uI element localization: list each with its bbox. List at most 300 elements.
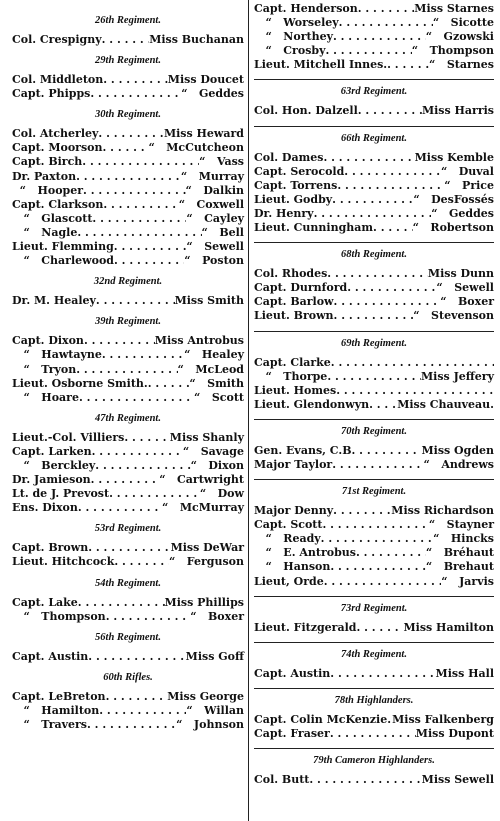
leader-dots	[114, 240, 187, 254]
entry-row	[254, 667, 494, 681]
partner-name: “ Willan	[186, 703, 244, 717]
leader-dots	[77, 226, 201, 240]
partner-name: “ Cayley	[186, 211, 244, 225]
partner-name: Miss Dupont	[415, 726, 494, 740]
leader-dots	[330, 727, 416, 741]
officer-name: Dr. Jamieson	[12, 473, 91, 487]
partner-name: “ Scott	[194, 390, 244, 404]
section-rule	[254, 79, 494, 80]
officer-name: Lieut.-Col. Villiers	[12, 430, 125, 444]
regiment-heading: 73rd Regiment.	[340, 602, 408, 614]
partner-name: Miss DeWar	[170, 541, 244, 555]
partner-name: Miss Smith	[174, 294, 244, 308]
partner-name: Miss Phillips	[164, 595, 244, 609]
officer-name: Capt. Birch	[12, 155, 83, 169]
entry-row	[254, 560, 494, 574]
section-rule	[254, 688, 494, 689]
leader-dots	[330, 667, 435, 681]
right-sections	[254, 79, 494, 787]
officer-name: “ Hoare	[12, 390, 79, 404]
officer-name: Col. Hon. Dalzell	[254, 104, 358, 118]
entry-row	[254, 193, 494, 207]
entry-row	[254, 546, 494, 560]
partner-name: “ Bell	[201, 225, 244, 239]
officer-name: Col. Middleton	[12, 73, 104, 87]
partner-name: “ Jarvis	[441, 574, 494, 588]
regiment-heading: 39th Regiment.	[95, 316, 161, 328]
leader-dots	[333, 30, 426, 44]
partner-name: “ Gzowski	[425, 30, 494, 44]
entry-row	[12, 487, 244, 501]
officer-name: “ Charlewood	[12, 254, 114, 268]
regiment-section	[254, 688, 494, 741]
partner-name: “ Geddes	[431, 206, 494, 220]
regiment-heading: 53rd Regiment.	[94, 523, 162, 535]
regiment-section	[254, 126, 494, 236]
regiment-section	[254, 479, 494, 589]
regiment-section	[254, 242, 494, 323]
entry-row	[254, 151, 494, 165]
partner-name: “ Murray	[180, 169, 244, 183]
officer-name: Capt. Austin	[254, 666, 331, 680]
leader-dots	[314, 207, 432, 221]
regiment-section	[254, 642, 494, 681]
regiment-section	[12, 577, 244, 624]
officer-name: Capt. Austin	[12, 649, 89, 663]
officer-name: Lt. de J. Prevost	[12, 487, 110, 501]
partner-name: Miss Antrobus	[154, 334, 244, 348]
entry-row	[12, 555, 244, 569]
entry-row	[12, 334, 244, 348]
officer-name: Capt. Phipps	[12, 87, 91, 101]
partner-name: “ Johnson	[176, 718, 244, 731]
regiment-heading: 30th Regiment.	[95, 109, 161, 121]
partner-name: Miss Doucet	[167, 73, 244, 87]
leader-dots	[358, 2, 415, 16]
entry-row	[12, 33, 244, 47]
officer-name: Col. Butt	[254, 773, 310, 786]
leader-dots	[373, 221, 413, 235]
officer-name: Lieut, Orde	[254, 574, 324, 588]
entry-row	[254, 621, 494, 635]
entry-row	[12, 610, 244, 624]
entry-row	[254, 207, 494, 221]
leader-dots	[83, 184, 186, 198]
officer-name: Capt. Brown	[12, 541, 89, 555]
leader-dots	[96, 294, 175, 308]
entry-row	[12, 431, 244, 445]
officer-name: Capt. Moorson	[12, 141, 103, 155]
partner-name: Miss Kemble	[414, 150, 494, 164]
entry-row	[254, 518, 494, 532]
leader-dots	[114, 555, 169, 569]
leader-dots	[352, 444, 422, 458]
right-column	[254, 2, 494, 794]
officer-name: Capt. Clarkson	[12, 197, 104, 211]
partner-name: “ Sewell	[436, 281, 494, 295]
partner-name: “ Starnes	[429, 58, 494, 72]
entry-row	[254, 281, 494, 295]
officer-name: “ Hamilton	[12, 703, 100, 717]
regiment-section	[12, 108, 244, 268]
entry-row	[254, 370, 494, 384]
section-rule	[254, 596, 494, 597]
leader-dots	[327, 267, 428, 281]
entry-row	[12, 650, 244, 664]
regiment-heading: 54th Regiment.	[95, 577, 161, 589]
partner-name: “ Smith	[189, 376, 244, 390]
regiment-section	[254, 79, 494, 118]
officer-name: Ens. Dixon	[12, 501, 78, 515]
entry-row	[12, 473, 244, 487]
section-rule	[254, 126, 494, 127]
regiment-heading: 70th Regiment.	[341, 425, 407, 437]
partner-name: Miss Goff	[185, 649, 244, 663]
officer-name: Col. Atcherley	[12, 127, 99, 141]
regiment-heading: 66th Regiment.	[341, 132, 407, 144]
entry-row	[12, 501, 244, 515]
leader-dots	[78, 501, 162, 515]
officer-name: Capt. Larken	[12, 444, 92, 458]
entry-row	[254, 713, 494, 727]
entry-row	[12, 459, 244, 473]
section-rule	[254, 748, 494, 749]
officer-name: “ E. Antrobus	[254, 546, 356, 560]
leader-dots	[323, 151, 414, 165]
officer-name: Capt. Colin McKenzie	[254, 712, 388, 726]
leader-dots	[109, 487, 200, 501]
partner-name: “ Brehaut	[425, 560, 494, 574]
leader-dots	[369, 398, 397, 412]
leader-dots	[88, 650, 185, 664]
entry-row	[12, 541, 244, 555]
officer-name: Lieut. Flemming	[12, 240, 114, 254]
officer-name: “ Thompson	[12, 609, 106, 623]
regiment-heading: 60th Rifles.	[103, 671, 153, 683]
officer-name: Major Taylor	[254, 457, 333, 471]
leader-dots	[88, 541, 170, 555]
partner-name: Miss Starnes	[414, 2, 494, 15]
partner-name: “ Savage	[182, 444, 244, 458]
entry-row	[254, 221, 494, 235]
partner-name: Miss Jeffery	[421, 369, 494, 383]
leader-dots	[325, 44, 411, 58]
leader-dots	[344, 165, 441, 179]
partner-name: “ Vass	[199, 155, 244, 169]
officer-name: Capt. Fraser	[254, 726, 330, 740]
partner-name: “ Sicotte	[432, 16, 494, 30]
partner-name: Miss Heward	[163, 127, 244, 141]
partner-name: “ McLeod	[177, 362, 244, 376]
entry-row	[254, 30, 494, 44]
left-column	[12, 14, 244, 739]
partner-name: “ Dow	[199, 487, 244, 501]
leader-dots	[339, 16, 433, 30]
entry-row	[12, 704, 244, 718]
partner-name: “ Price	[444, 178, 494, 192]
section-rule	[254, 642, 494, 643]
officer-name: Capt. Torrens	[254, 178, 338, 192]
leader-dots	[332, 458, 423, 472]
leader-dots	[309, 773, 421, 787]
officer-name: Capt. Henderson	[254, 2, 358, 15]
column-divider	[248, 0, 249, 821]
leader-dots	[102, 348, 184, 362]
entry-row	[12, 226, 244, 240]
entry-row	[254, 773, 494, 787]
leader-dots	[356, 546, 426, 560]
leader-dots	[332, 193, 413, 207]
regiment-section	[12, 631, 244, 664]
entry-row	[254, 58, 494, 72]
leader-dots	[336, 384, 494, 398]
entry-row	[12, 718, 244, 732]
entry-row	[254, 458, 494, 472]
officer-name: Lieut. Osborne Smith.	[12, 376, 148, 390]
officer-name: Dr. M. Healey	[12, 294, 96, 308]
partner-name: Miss Shanly	[169, 430, 244, 444]
officer-name: Lieut. Godby	[254, 192, 333, 206]
leader-dots	[124, 431, 169, 445]
leader-dots	[91, 473, 160, 487]
officer-name: Lieut. Hitchcock	[12, 555, 115, 569]
regiment-section	[254, 748, 494, 787]
officer-name: “ Hooper	[12, 183, 84, 197]
officer-name: “ Glascott	[12, 211, 93, 225]
leader-dots	[90, 87, 181, 101]
officer-name: “ Ready	[254, 532, 321, 546]
leader-dots	[79, 391, 194, 405]
officer-name: “ Worseley	[254, 16, 339, 30]
officer-name: “ Hawtayne	[12, 348, 102, 362]
regiment-heading: 68th Regiment.	[341, 249, 407, 261]
entry-row	[12, 73, 244, 87]
section-rule	[254, 479, 494, 480]
officer-name: Capt. Serocold	[254, 164, 345, 178]
entry-row	[254, 444, 494, 458]
leader-dots	[358, 104, 422, 118]
leader-dots	[103, 198, 178, 212]
leader-dots	[92, 445, 183, 459]
leader-dots	[327, 370, 421, 384]
regiment-section	[254, 419, 494, 472]
regiment-heading: 78th Highlanders.	[334, 694, 414, 706]
leader-dots	[82, 155, 199, 169]
leader-dots	[87, 718, 176, 732]
partner-name: “ Geddes	[181, 87, 244, 101]
entry-row	[254, 384, 494, 398]
partner-name: “ Poston	[184, 254, 244, 268]
officer-name: Capt. Scott	[254, 518, 323, 532]
entry-row	[254, 44, 494, 58]
entry-row	[12, 127, 244, 141]
officer-name: Lieut. Fitzgerald	[254, 620, 357, 634]
leader-dots	[331, 356, 494, 370]
officer-name: Col. Dames	[254, 150, 324, 164]
partner-name: Miss Falkenberg	[392, 712, 494, 726]
entry-row	[12, 141, 244, 155]
section-rule	[254, 242, 494, 243]
regiment-heading: 47th Regiment.	[95, 412, 161, 424]
entry-row	[254, 532, 494, 546]
partner-name: “ Dixon	[190, 458, 244, 472]
regiment-heading: 29th Regiment.	[95, 55, 161, 67]
entry-row	[254, 295, 494, 309]
leader-dots	[103, 141, 149, 155]
officer-name: Capt. Durnford	[254, 281, 348, 295]
officer-name: Capt. Clarke	[254, 355, 331, 369]
regiment-section	[254, 331, 494, 412]
officer-name: “ Thorpe	[254, 369, 328, 383]
officer-name: Capt. Barlow	[254, 295, 334, 309]
entry-row	[12, 690, 244, 704]
entry-row	[12, 184, 244, 198]
entry-row	[12, 212, 244, 226]
section-rule	[254, 419, 494, 420]
partner-name: “ Sewell	[186, 240, 244, 254]
officer-name: “ Crosby	[254, 44, 326, 58]
leader-dots	[99, 704, 186, 718]
officer-name: “ Nagle	[12, 225, 78, 239]
entry-row	[254, 309, 494, 323]
partner-name: “ Bréhaut	[425, 546, 494, 560]
officer-name: Col. Rhodes	[254, 267, 328, 281]
officer-name: “ Travers	[12, 718, 87, 731]
partner-name: “ Andrews	[423, 457, 494, 471]
leader-dots	[334, 309, 414, 323]
partner-name: Miss Chauveau.	[397, 397, 494, 411]
entry-row	[12, 254, 244, 268]
leader-dots	[322, 518, 428, 532]
entry-row	[12, 240, 244, 254]
leader-dots	[106, 690, 168, 704]
partner-name: “ Robertson	[412, 221, 494, 235]
partner-name: “ Boxer	[440, 295, 494, 309]
leader-dots	[76, 363, 177, 377]
partner-name: “ Thompson	[411, 44, 494, 58]
partner-name: “ Hincks	[433, 532, 494, 546]
regiment-section	[12, 54, 244, 101]
officer-name: Major Denny	[254, 504, 334, 518]
entry-row	[254, 727, 494, 741]
leader-dots	[148, 377, 190, 391]
officer-name: Lieut. Homes	[254, 383, 337, 397]
regiment-section	[12, 671, 244, 732]
entry-row	[12, 87, 244, 101]
leader-dots	[114, 254, 184, 268]
partner-name: Miss Buchanan	[149, 33, 244, 46]
leader-dots	[92, 212, 186, 226]
regiment-heading: 26th Regiment.	[95, 15, 161, 26]
entry-row	[254, 16, 494, 30]
partner-name: Miss Hamilton	[403, 620, 494, 634]
leader-dots	[78, 596, 165, 610]
entry-row	[254, 267, 494, 281]
regiment-heading: 32nd Regiment.	[93, 276, 163, 288]
entry-row	[12, 155, 244, 169]
officer-name: Lieut. Mitchell Innes.	[254, 58, 388, 72]
partner-name: “ DesFossés	[413, 192, 494, 206]
officer-name: “ Northey	[254, 30, 333, 44]
entry-row	[254, 575, 494, 589]
partner-name: Miss George	[167, 689, 244, 703]
partner-name: “ Stayner	[428, 518, 494, 532]
entry-row	[254, 104, 494, 118]
regiment-section	[12, 412, 244, 516]
partner-name: “ Ferguson	[168, 555, 244, 569]
partner-name: Miss Ogden	[421, 443, 494, 457]
leader-dots	[102, 33, 150, 47]
entry-row	[12, 198, 244, 212]
entry-row	[254, 179, 494, 193]
left-sections	[12, 14, 244, 732]
partner-name: Miss Dunn	[427, 267, 494, 281]
officer-name: “ Tryon	[12, 362, 77, 376]
leader-dots	[330, 560, 426, 574]
partner-name: “ McMurray	[162, 501, 244, 515]
partner-name: Miss Harris	[421, 104, 494, 118]
entry-row	[12, 596, 244, 610]
officer-name: Dr. Paxton	[12, 169, 77, 183]
partner-name: “ McCutcheon	[148, 141, 244, 155]
regiment-section	[12, 275, 244, 308]
leader-dots	[84, 334, 155, 348]
leader-dots	[321, 532, 433, 546]
leader-dots	[98, 127, 164, 141]
entry-row	[12, 294, 244, 308]
entry-row	[12, 445, 244, 459]
partner-name: Miss Hall	[435, 666, 494, 680]
entry-row	[12, 377, 244, 391]
leader-dots	[95, 459, 190, 473]
entry-row	[254, 356, 494, 370]
leader-dots	[106, 610, 191, 624]
regiment-section	[12, 315, 244, 404]
officer-name: Dr. Henry	[254, 206, 314, 220]
entry-row	[12, 170, 244, 184]
leader-dots	[387, 58, 429, 72]
partner-name: “ Duval	[440, 164, 494, 178]
regiment-heading: 56th Regiment.	[95, 631, 161, 643]
officer-name: Col. Crespigny	[12, 33, 102, 46]
partner-name: “ Dalkin	[185, 183, 244, 197]
leader-dots	[334, 295, 441, 309]
leader-dots	[324, 575, 442, 589]
partner-name: “ Coxwell	[178, 197, 244, 211]
section-rule	[254, 331, 494, 332]
entry-row	[12, 348, 244, 362]
leader-dots	[333, 504, 391, 518]
officer-name: Capt. Dixon	[12, 334, 84, 348]
officer-name: Capt. LeBreton	[12, 689, 106, 703]
regiment-heading: 71st Regiment.	[341, 486, 407, 498]
partner-name: “ Stevenson	[413, 309, 494, 323]
officer-name: Lieut. Glendonwyn	[254, 397, 370, 411]
partner-name: Miss Richardson	[391, 504, 494, 518]
entry-row	[254, 504, 494, 518]
partner-name: “ Boxer	[190, 609, 244, 623]
entry-row	[254, 165, 494, 179]
entry-row	[254, 398, 494, 412]
leader-dots	[76, 170, 181, 184]
partner-name: Miss Sewell	[421, 773, 494, 786]
regiment-section	[254, 596, 494, 635]
leader-dots	[347, 281, 436, 295]
regiment-heading: 74th Regiment.	[341, 648, 407, 660]
regiment-heading: 69th Regiment.	[341, 337, 407, 349]
officer-name: Capt. Lake	[12, 595, 78, 609]
officer-name: Gen. Evans, C.B	[254, 443, 352, 457]
